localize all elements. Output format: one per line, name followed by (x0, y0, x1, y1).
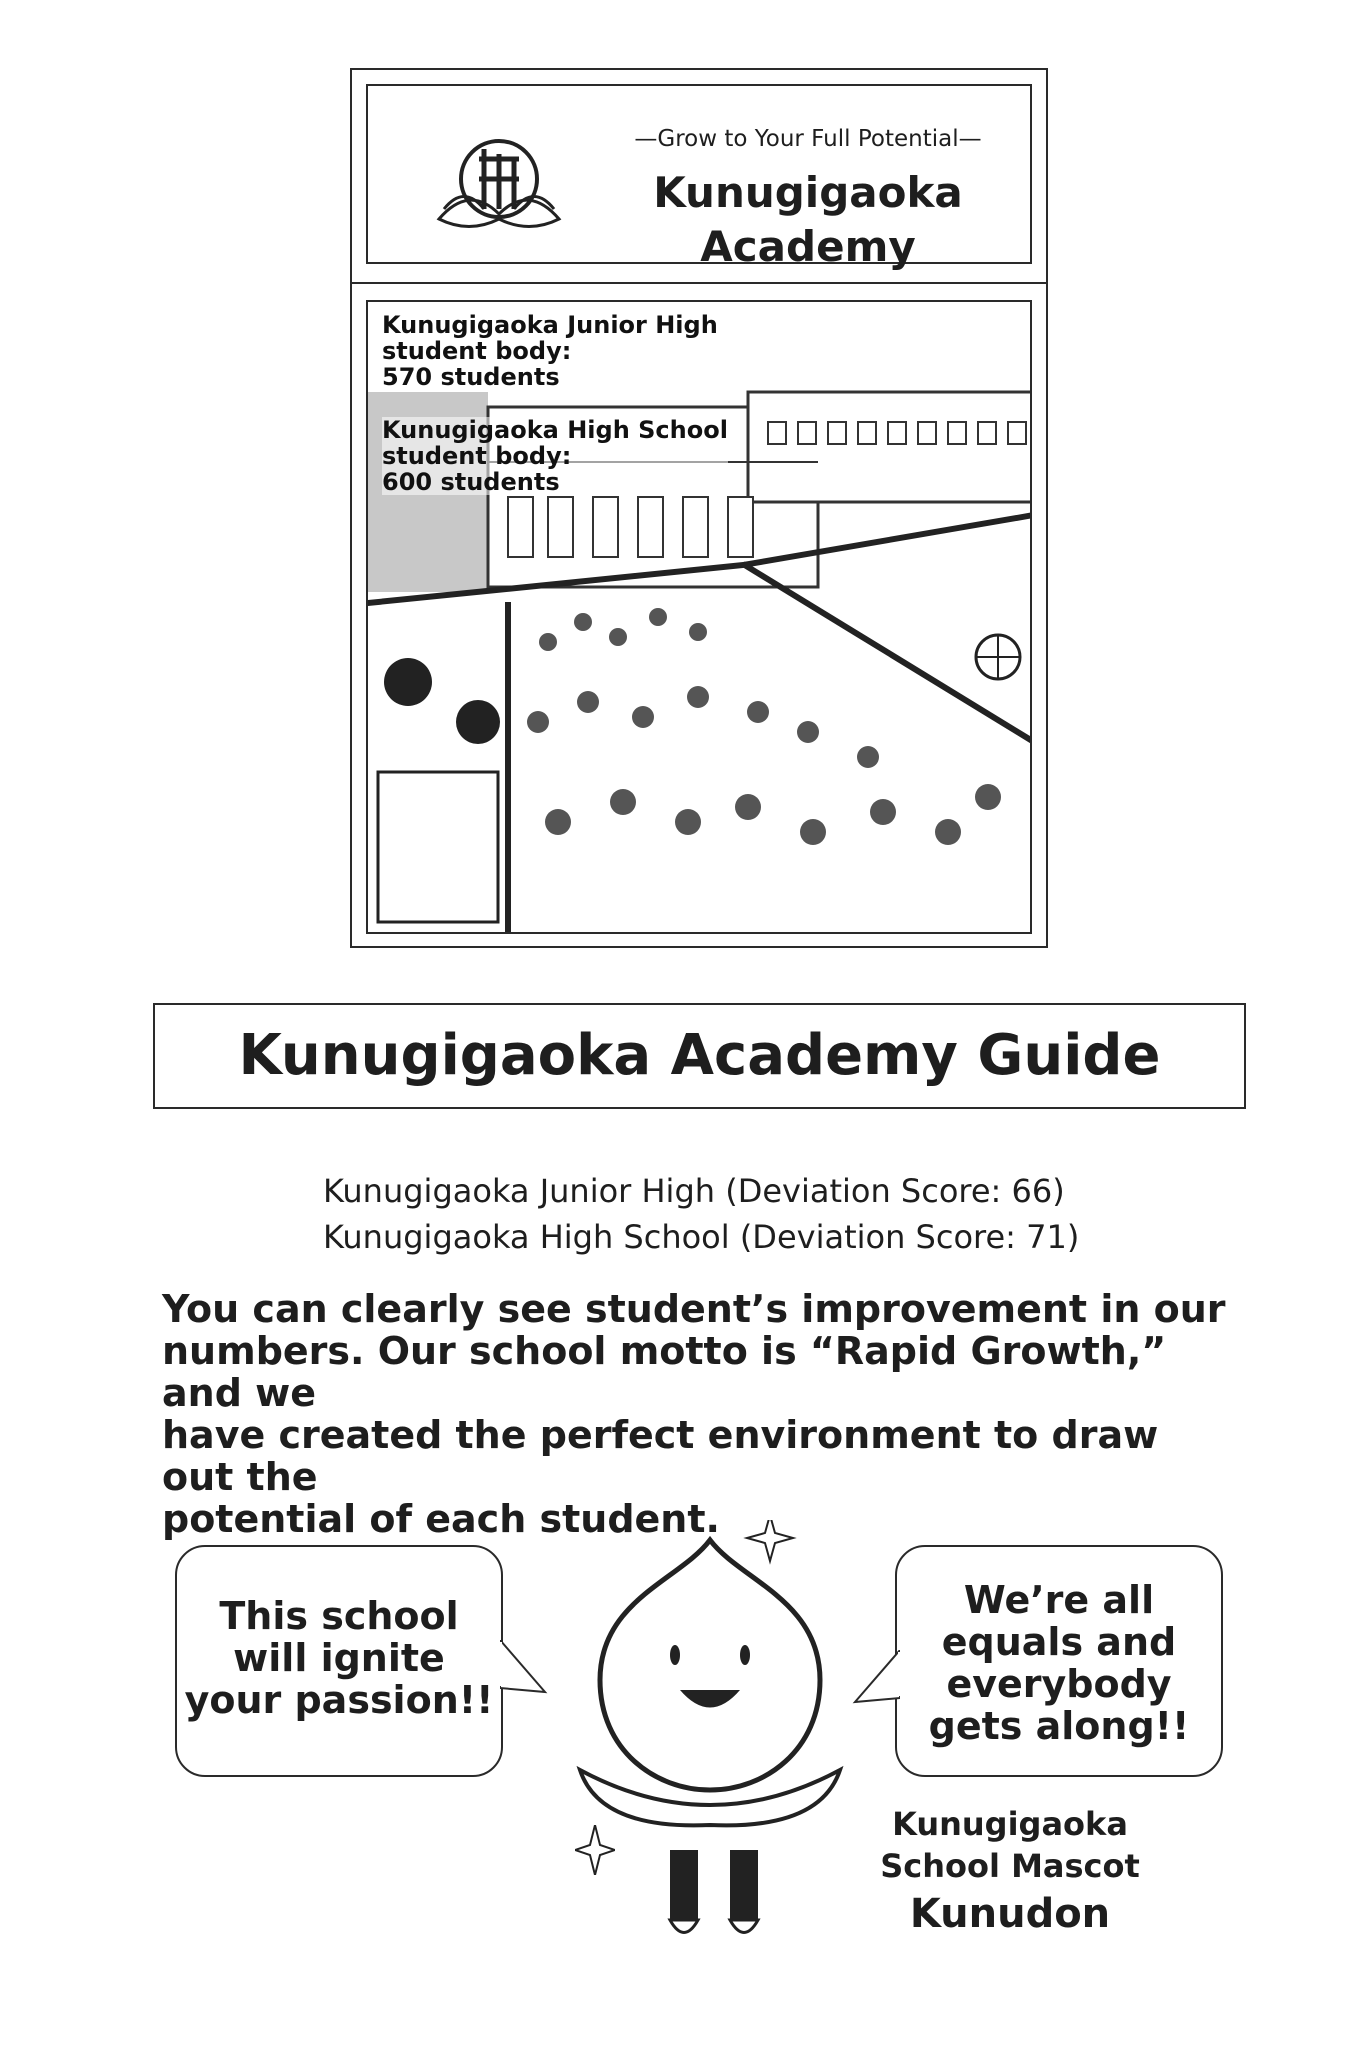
mascot-kunudon-icon (560, 1520, 860, 1960)
school-emblem-icon (424, 124, 574, 244)
bubble-tail-left (500, 1640, 550, 1700)
sparkle-icon (575, 1825, 615, 1875)
high-school-stat: Kunugigaoka High School student body: 600 students (382, 416, 728, 496)
junior-high-stat: Kunugigaoka Junior High student body: 570 students (382, 311, 718, 391)
guide-title-box (153, 1003, 1246, 1109)
brochure-header (366, 84, 1032, 271)
brochure-panel (350, 68, 1048, 948)
manga-illustration (366, 300, 1032, 934)
guide-paragraph: You can clearly see student’s improvement in our numbers. Our school motto is “Rapid Growth,” and we have created the perfect environment to draw out the potential of each student. (162, 1287, 1226, 1541)
campus-illustration (368, 302, 1032, 934)
high-school-score: Kunugigaoka High School (Deviation Score: 71) (323, 1218, 1080, 1256)
guide-title: Kunugigaoka Academy Guide (238, 1023, 1161, 1088)
brochure-divider (352, 282, 1046, 284)
speech-bubble-right: We’re all equals and everybody gets along!! (895, 1545, 1223, 1777)
junior-high-score: Kunugigaoka Junior High (Deviation Score: 66) (323, 1172, 1065, 1210)
academy-name: Kunugigaoka Academy (653, 168, 963, 271)
brochure-tagline: —Grow to Your Full Potential— (634, 126, 982, 152)
mascot-caption: Kunugigaoka School Mascot Kunudon (880, 1805, 1140, 1937)
speech-bubble-left: This school will ignite your passion!! (175, 1545, 503, 1777)
